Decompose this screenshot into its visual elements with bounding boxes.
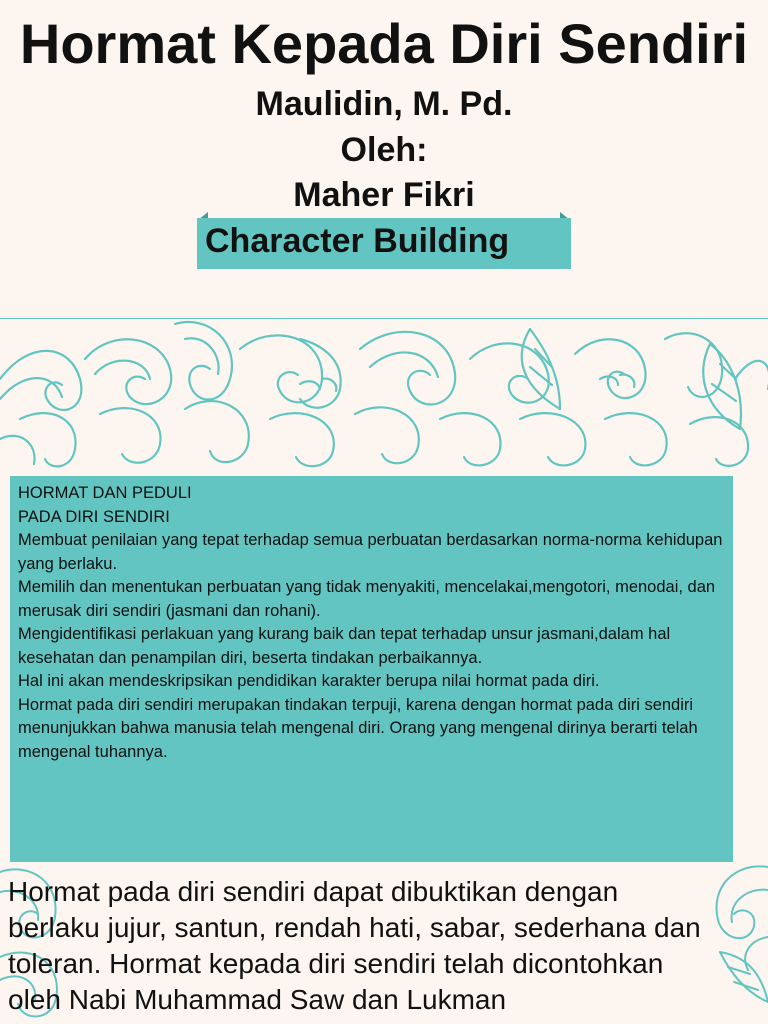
content-paragraph: Mengidentifikasi perlakuan yang kurang baik dan tepat terhadap unsur jasmani,dalam hal kesehatan dan penampilan diri, beserta tindakan perbaikannya. <box>18 625 671 667</box>
presenter-name: Maher Fikri <box>293 176 475 214</box>
content-paragraph: Membuat penilaian yang tepat terhadap semua perbuatan berdasarkan norma-norma kehidupan yang berlaku. <box>18 531 723 573</box>
author-name: Maulidin, M. Pd. <box>255 85 513 123</box>
floral-corner-decoration-right <box>700 862 768 1024</box>
content-heading: PADA DIRI SENDIRI <box>18 507 170 526</box>
content-heading: HORMAT DAN PEDULI <box>18 484 192 502</box>
topic-ribbon: Character Building <box>197 218 571 269</box>
content-box <box>10 476 733 862</box>
page-title: Hormat Kepada Diri Sendiri <box>19 12 749 75</box>
content-paragraph: Hormat pada diri sendiri merupakan tindakan terpuji, karena dengan hormat pada diri sendiri menunjukkan bahwa manusia telah mengenal diri. Orang yang mengenal dirinya berarti telah mengenal tuhannya. <box>18 695 698 761</box>
content-paragraph: Memilih dan menentukan perbuatan yang tidak menyakiti, mencelakai,mengotori, menodai, dan merusak diri sendiri (jasmani dan rohani). <box>18 578 716 620</box>
floral-border-decoration <box>0 319 768 476</box>
closing-paragraph: Hormat pada diri sendiri dapat dibuktikan dengan berlaku jujur, santun, rendah hati, sabar, sederhana dan toleran. Hormat kepada diri sendiri telah dicontohkan oleh Nabi Muhammad Saw dan Lukman <box>8 876 701 1015</box>
by-label: Oleh: <box>340 131 428 169</box>
content-paragraph: Hal ini akan mendeskripsikan pendidikan karakter berupa nilai hormat pada diri. <box>18 672 600 690</box>
